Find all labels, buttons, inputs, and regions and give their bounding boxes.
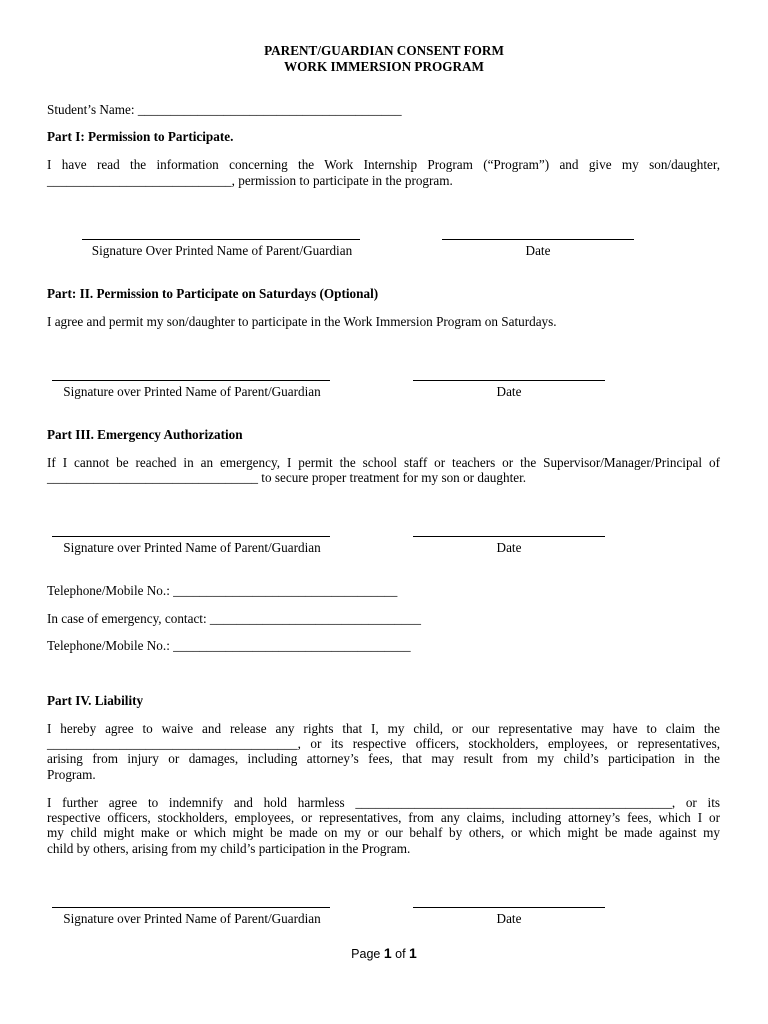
telephone-field-2[interactable]: Telephone/Mobile No.: ____________________________________ bbox=[47, 638, 411, 653]
part4-para1-line3: arising from injury or damages, including attorney’s fees, that may result from my child’s participation in the bbox=[47, 751, 720, 766]
part4-signature-line[interactable] bbox=[52, 907, 330, 908]
telephone-field-1[interactable]: Telephone/Mobile No.: __________________________________ bbox=[47, 583, 398, 598]
part4-signature-label: Signature over Printed Name of Parent/Guardian bbox=[63, 911, 321, 926]
page-total: 1 bbox=[409, 945, 417, 961]
part4-para2-line2: respective officers, stockholders, employees, or representatives, from any claims, including attorney’s fees, which I or bbox=[47, 810, 720, 825]
part4-date-line[interactable] bbox=[413, 907, 605, 908]
part3-supervisor-field[interactable]: ________________________________ to secure proper treatment for my son or daughter. bbox=[47, 470, 527, 485]
part2-date-label: Date bbox=[496, 384, 522, 399]
part4-para1-line2[interactable]: ______________________________________, or its respective officers, stockholders, employees, or representatives, bbox=[47, 736, 720, 751]
part3-text-line1: If I cannot be reached in an emergency, I permit the school staff or teachers or the Supervisor/Manager/Principal of bbox=[47, 455, 720, 470]
part1-signature-label: Signature Over Printed Name of Parent/Guardian bbox=[91, 243, 353, 258]
of-word: of bbox=[395, 947, 406, 961]
part4-para2-line4: child by others, arising from my child’s participation in the Program. bbox=[47, 841, 411, 856]
part4-date-label: Date bbox=[496, 911, 522, 926]
part4-para2-line1[interactable]: I further agree to indemnify and hold harmless ________________________________________________, or its bbox=[47, 795, 720, 810]
part2-date-line[interactable] bbox=[413, 380, 605, 381]
part4-para2-line3: my child might make or which might be made on my or our behalf by others, or which might be made against my bbox=[47, 825, 720, 840]
part3-signature-label: Signature over Printed Name of Parent/Guardian bbox=[63, 540, 321, 555]
part3-heading: Part III. Emergency Authorization bbox=[47, 427, 243, 442]
part3-date-line[interactable] bbox=[413, 536, 605, 537]
part1-text-line1: I have read the information concerning the Work Internship Program (“Program”) and give my son/daughter, bbox=[47, 157, 720, 172]
part4-heading: Part IV. Liability bbox=[47, 693, 144, 708]
part4-para1-line1: I hereby agree to waive and release any rights that I, my child, or our representative may have to claim the bbox=[47, 721, 720, 736]
part2-text: I agree and permit my son/daughter to participate in the Work Immersion Program on Saturdays. bbox=[47, 314, 557, 329]
part1-heading: Part I: Permission to Participate. bbox=[47, 129, 234, 144]
page-current: 1 bbox=[383, 945, 392, 961]
part1-signature-line[interactable] bbox=[82, 239, 360, 240]
part1-child-name-field[interactable]: ____________________________, permission to participate in the program. bbox=[47, 173, 453, 188]
page-word: Page bbox=[351, 947, 381, 961]
part2-signature-label: Signature over Printed Name of Parent/Guardian bbox=[63, 384, 321, 399]
part2-heading: Part: II. Permission to Participate on Saturdays (Optional) bbox=[47, 286, 379, 301]
part1-date-label: Date bbox=[525, 243, 551, 258]
form-title: PARENT/GUARDIAN CONSENT FORM bbox=[264, 43, 504, 58]
page-footer bbox=[0, 946, 768, 963]
form-subtitle: WORK IMMERSION PROGRAM bbox=[283, 59, 484, 74]
part2-signature-line[interactable] bbox=[52, 380, 330, 381]
emergency-contact-field[interactable]: In case of emergency, contact: ________________________________ bbox=[47, 611, 421, 626]
student-name-field[interactable]: Student’s Name: ________________________________________ bbox=[47, 102, 402, 117]
part3-signature-line[interactable] bbox=[52, 536, 330, 537]
part1-date-line[interactable] bbox=[442, 239, 634, 240]
part4-para1-line4: Program. bbox=[47, 767, 96, 782]
part3-date-label: Date bbox=[496, 540, 522, 555]
